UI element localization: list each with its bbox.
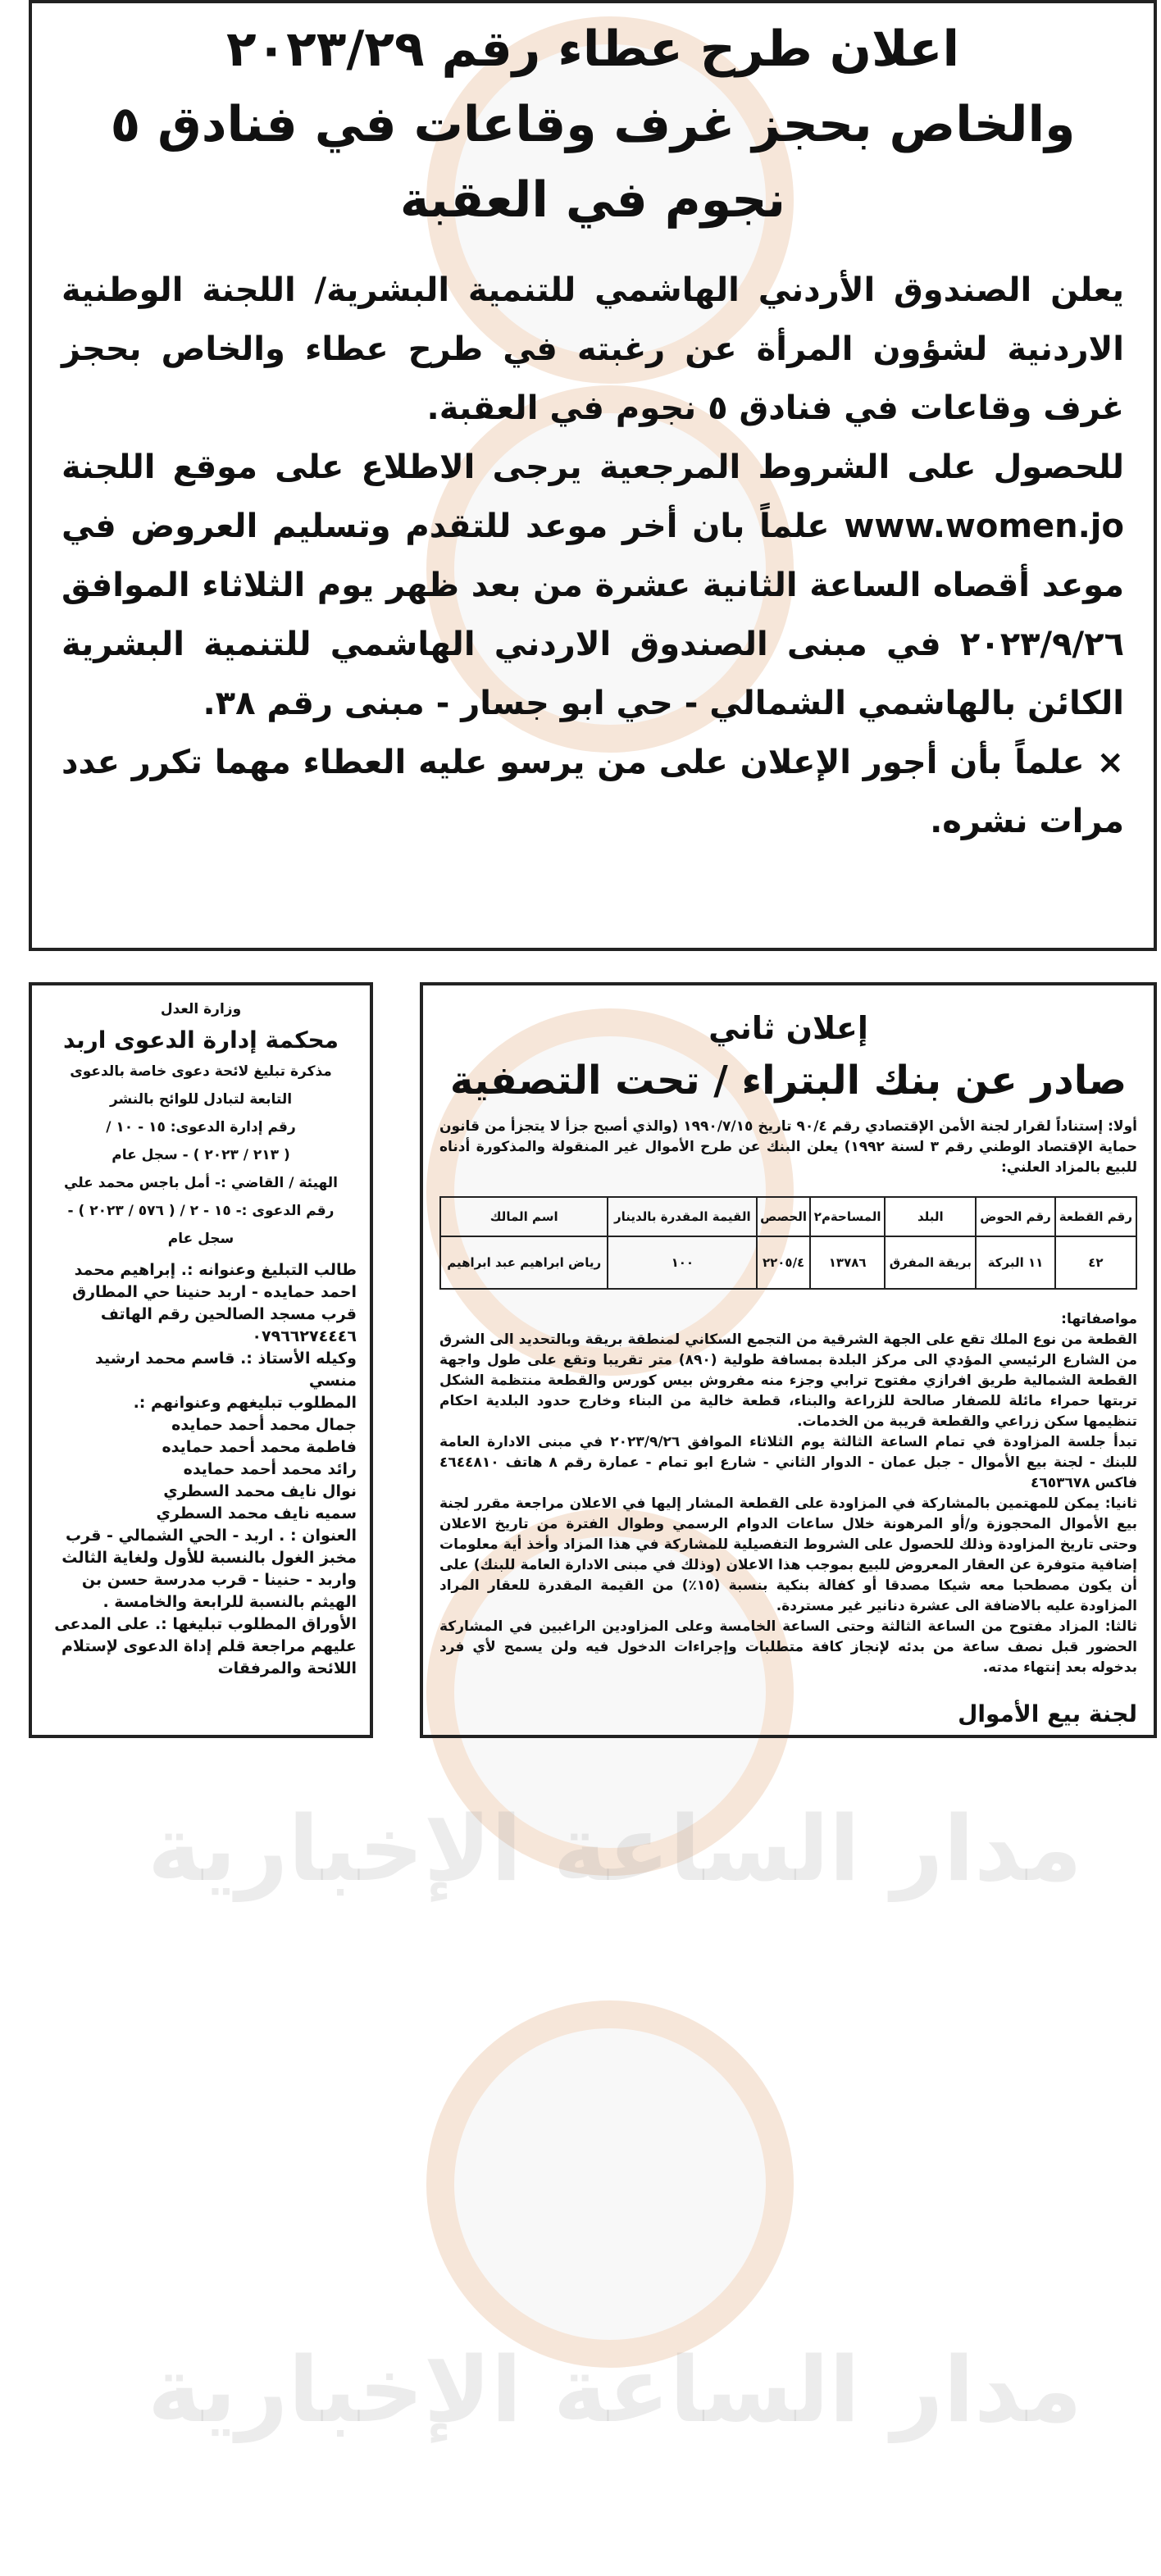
table-cell: بريقة المفرق [885, 1236, 976, 1289]
watermark-text: مدار الساعة الإخبارية [148, 1796, 1082, 1901]
tender-announcement [29, 0, 1157, 951]
notice-header-line: ( ٢١٣ / ٢٠٢٣ ) - سجل عام [112, 1147, 290, 1163]
table-cell: ٢٢٠٥/٤ [757, 1236, 810, 1289]
notice-header-line: الهيئة / القاضي :- أمل باجس محمد علي [64, 1175, 338, 1191]
notice-body-line: نوال نايف محمد السطري [163, 1482, 357, 1500]
table-cell: ٤٢ [1055, 1236, 1136, 1289]
court-name: محكمة إدارة الدعوى اربد [62, 1026, 339, 1054]
table-header: القيمة المقدرة بالدينار [608, 1197, 757, 1236]
notice-body-line: طالب التبليغ وعنوانه :. إبراهيم محمد احمد حمايده - اربد حنينا حي المطارق قرب مسجد الصالحين رقم الهاتف ٠٧٩٦٦٢٧٤٤٤٦ [72, 1261, 357, 1345]
table-header: رقم الحوض [976, 1197, 1055, 1236]
tender-subtitle: والخاص بحجز غرف وقاعات في فنادق ٥ نجوم في العقبة [110, 96, 1076, 229]
notice-body-line: العنوان : . اربد - الحي الشمالي - قرب مخبز الغول بالنسبة للأول ولغاية الثالث واربد - حنينا - قرب مدرسة حسن بن الهيثم بالنسبة للرابعة والخامسة . [61, 1527, 357, 1611]
notice-header-line: سجل عام [167, 1231, 234, 1247]
auction-intro: أولا: إستناداً لقرار لجنة الأمن الإقتصادي رقم ٩٠/٤ تاريخ ١٩٩٠/٧/١٥ (والذي أصبح جزأ لا يتجزأ من قانون حماية الإقتصاد الوطني رقم ٣ لسنة ١٩٩٢) يعلن البنك عن طرح الأموال غير المنقولة والمذكورة أدناه للبيع بالمزاد العلني: [439, 1118, 1137, 1176]
table-cell: رياض ابراهيم عبد ابراهيم [440, 1236, 608, 1289]
notice-body-line: وكيله الأستاذ :. قاسم محمد ارشيد منسي [95, 1349, 357, 1390]
table-header: الحصص [757, 1197, 810, 1236]
notice-body-line: فاطمة محمد أحمد حمايده [162, 1438, 357, 1456]
table-header: البلد [885, 1197, 976, 1236]
table-header: المساحةم٢ [810, 1197, 885, 1236]
watermark-clock-icon [426, 2000, 794, 2368]
table-header: اسم المالك [440, 1197, 608, 1236]
auction-announcement [420, 982, 1157, 1738]
auction-paragraph: القطعة من نوع الملك تقع على الجهة الشرقية من التجمع السكاني لمنطقة بريقة وبالتحديد الى الشرق من الشارع الرئيسي المؤدي الى مركز البلدة بمسافة طولية (٨٩٠) متر تقريبا وتقع على طول واجهة القطعة الشمالية طريق افرازي مفتوح ترابي وجزء منه مفروش بيس كورس والقطعة منتظمة الشكل تربتها حمراء مائلة للصفار صالحة للزراعة والبناء، قطعة خالية من البناء وخارج حدود البلدية احكام تنظيمها سكن زراعي والقطعة قريبة من الخدمات. [439, 1331, 1138, 1430]
court-notice [29, 982, 373, 1738]
tender-title: اعلان طرح عطاء رقم ٢٠٢٣/٢٩ [225, 20, 960, 78]
auction-paragraph: ثالثا: المزاد مفتوح من الساعة الثالثة وحتى الساعة الخامسة وعلى المزاودين الراغبين في المشاركة الحضور قبل نصف ساعة من بدئه لإنجاز كافة متطلبات وإجراءات الدخول فيه ولن يسمح لأي فرد بدخوله بعد إنتهاء مدته. [439, 1618, 1137, 1676]
notice-header-line: التابعة لتبادل للوائح بالنشر [109, 1091, 293, 1108]
notice-header-line: مذكرة تبليغ لائحة دعوى خاصة بالدعوى [70, 1063, 332, 1080]
notice-body-line: رائد محمد أحمد حمايده [183, 1460, 357, 1478]
table-cell: ١٣٧٨٦ [810, 1236, 885, 1289]
notice-body-line: سميه نايف محمد السطري [156, 1504, 357, 1522]
auction-subtitle: صادر عن بنك البتراء / تحت التصفية [449, 1058, 1127, 1104]
table-cell: ١١ البركة [976, 1236, 1055, 1289]
tender-paragraph: يعلن الصندوق الأردني الهاشمي للتنمية البشرية/ اللجنة الوطنية الاردنية لشؤون المرأة عن رغبته في طرح عطاء والخاص بحجز غرف وقاعات في فنادق ٥ نجوم في العقبة. [61, 271, 1124, 427]
notice-header-line: رقم الدعوى :- ١٥ - ٢ / ( ٥٧٦ / ٢٠٢٣ ) - [67, 1203, 335, 1219]
watermark-text: مدار الساعة الإخبارية [148, 2337, 1082, 2442]
notice-header-line: رقم إدارة الدعوى: ١٥ - ١٠ / [106, 1119, 296, 1136]
auction-paragraph: ثانيا: يمكن للمهتمين بالمشاركة في المزاودة على القطعة المشار إليها في الاعلان مراجعة مقرر لجنة بيع الأموال المحجوزة و/أو المرهونة خلال ساعات الدوام الرسمي وطوال الفترة من تاريخ الاعلان وحتى تاريخ المزاودة وذلك للحصول على الشروط التفصيلية للمشاركة في هذا المزاد وأخذ أية معلومات إضافية متوفرة عن العقار المعروض للبيع بموجب هذا الاعلان (وذلك في مبنى الادارة العامة للبنك) على أن يكون مصطحبا معه شيكا مصدقا أو كفالة بنكية بنسبة (١٥٪) من القيمة المقدرة للعقار المراد المزاودة عليه بالاضافة الى عشرة دنانير غير مستردة. [439, 1495, 1138, 1614]
tender-paragraph: × علماً بأن أجور الإعلان على من يرسو عليه العطاء مهما تكرر عدد مرات نشره. [61, 744, 1124, 840]
auction-paragraph: مواصفاتها: [1061, 1311, 1137, 1327]
notice-body-line: جمال محمد أحمد حمايده [171, 1416, 357, 1434]
property-table [439, 1196, 1137, 1290]
table-row [440, 1236, 1136, 1289]
ministry-name: وزارة العدل [160, 1001, 242, 1017]
auction-paragraph: تبدأ جلسة المزاودة في تمام الساعة الثالثة يوم الثلاثاء الموافق ٢٠٢٣/٩/٢٦ في مبنى الادارة العامة للبنك - لجنة بيع الأموال - جبل عمان - الدوار الثاني - شارع ابو تمام - عمارة رقم ٨ هاتف ٤٦٤٤٨١٠ فاكس ٤٦٥٣٦٧٨ [439, 1434, 1137, 1491]
table-header: رقم القطعة [1055, 1197, 1136, 1236]
auction-signature: لجنة بيع الأموال [958, 1700, 1137, 1727]
notice-body-line: المطلوب تبليغهم وعنوانهم :. [133, 1394, 357, 1412]
table-cell: ١٠٠ [608, 1236, 757, 1289]
notice-body-line: الأوراق المطلوب تبليغها :. على المدعى عليهم مراجعة قلم إداة الدعوى لإستلام اللائحة والمرفقات [54, 1615, 357, 1677]
tender-paragraph: للحصول على الشروط المرجعية يرجى الاطلاع على موقع اللجنة www.women.jo علماً بان أخر موعد للتقدم وتسليم العروض في موعد أقصاه الساعة الثانية عشرة من بعد ظهر يوم الثلاثاء الموافق ٢٠٢٣/٩/٢٦ في مبنى الصندوق الاردني الهاشمي للتنمية البشرية الكائن بالهاشمي الشمالي - حي ابو جسار - مبنى رقم ٣٨. [61, 448, 1124, 722]
auction-title: إعلان ثاني [708, 1010, 868, 1046]
table-header-row [440, 1197, 1136, 1236]
